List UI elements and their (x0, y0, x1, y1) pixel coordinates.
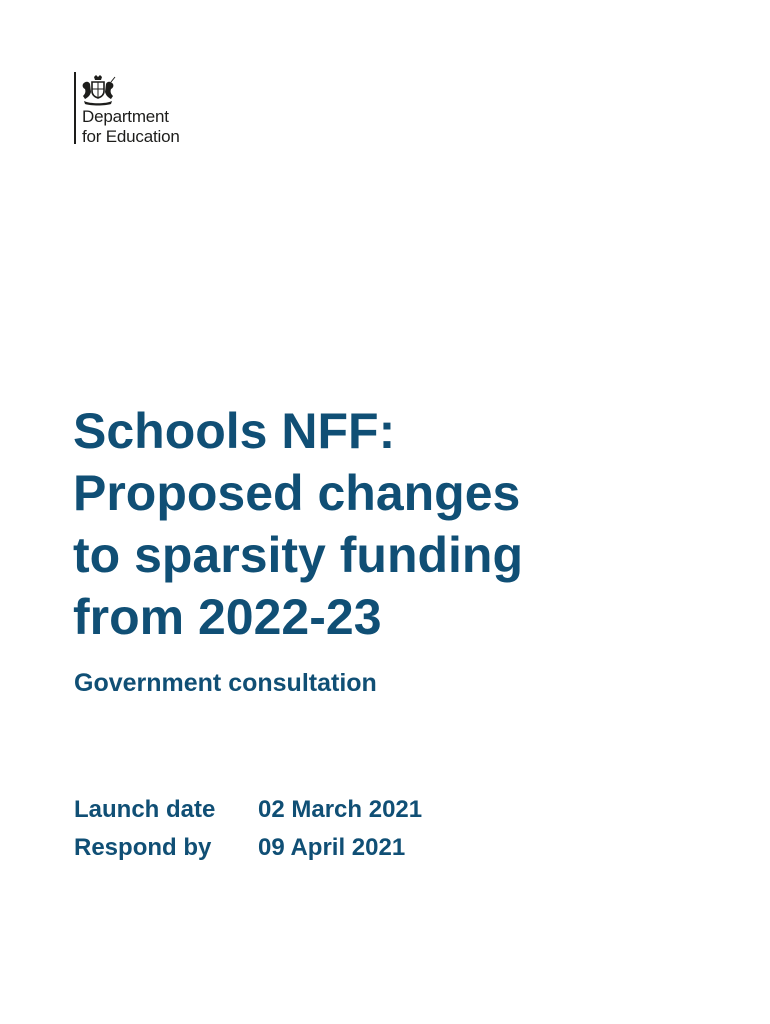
launch-date-label: Launch date (74, 796, 216, 823)
title-line-4: from 2022-23 (73, 589, 382, 645)
consultation-dates (74, 791, 422, 867)
department-logo (74, 72, 214, 148)
launch-date-value: 02 March 2021 (258, 796, 423, 823)
respond-by-value: 09 April 2021 (258, 834, 406, 861)
title-line-3: to sparsity funding (73, 527, 523, 583)
title-line-1: Schools NFF: (73, 403, 396, 459)
organisation-name-line-2: for Education (82, 127, 180, 146)
logo-divider-rule (74, 72, 76, 144)
title-line-2: Proposed changes (73, 465, 521, 521)
document-title (73, 400, 733, 648)
organisation-name (82, 107, 180, 147)
royal-coat-of-arms-icon (80, 74, 116, 106)
organisation-name-line-1: Department (82, 107, 169, 126)
document-subtitle: Government consultation (74, 669, 377, 697)
respond-by-label: Respond by (74, 834, 212, 861)
respond-by-row (74, 829, 422, 867)
launch-date-row (74, 791, 422, 829)
